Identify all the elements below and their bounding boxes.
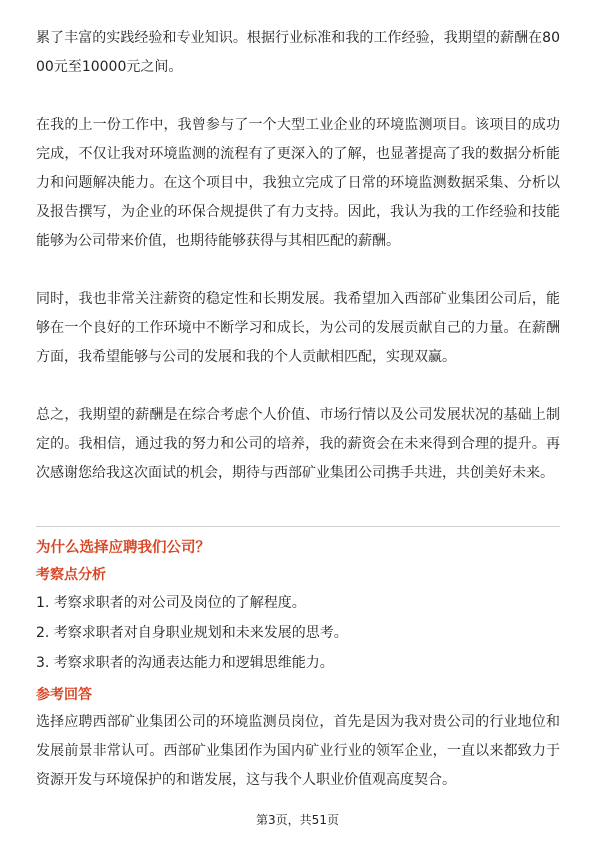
paragraph-stability: 同时，我也非常关注薪资的稳定性和长期发展。我希望加入西部矿业集团公司后，能够在一个良好的工作环境中不断学习和成长，为公司的发展贡献自己的力量。在薪酬方面，我希望能够与公司的发展和我的个人贡献相匹配，实现双赢。 (36, 291, 560, 365)
question-title: 为什么选择应聘我们公司？ (36, 540, 210, 556)
analysis-item: 1. 考察求职者的对公司及岗位的了解程度。 (36, 595, 306, 611)
paragraph-gap (36, 372, 560, 401)
page-number: 第3页，共51页 (256, 813, 339, 827)
paragraph-conclusion: 总之，我期望的薪酬是在综合考虑个人价值、市场行情以及公司发展状况的基础上制定的。我相信，通过我的努力和公司的培养，我的薪资会在未来得到合理的提升。再次感谢您给我这次面试的机会，期待与西部矿业集团公司携手共进，共创美好未来。 (36, 407, 560, 481)
analysis-item: 2. 考察求职者对自身职业规划和未来发展的思考。 (36, 625, 348, 641)
paragraph-gap (36, 256, 560, 285)
answer-text: 选择应聘西部矿业集团公司的环境监测员岗位，首先是因为我对贵公司的行业地位和发展前景非常认可。西部矿业集团作为国内矿业行业的领军企业，一直以来都致力于资源开发与环境保护的和谐发展，这与我个人职业价值观高度契合。 (36, 714, 560, 788)
paragraph-salary-expectation: 累了丰富的实践经验和专业知识。根据行业标准和我的工作经验，我期望的薪酬在8000元至10000元之间。 (36, 30, 560, 75)
question-section (36, 534, 560, 795)
body-text (36, 24, 560, 488)
paragraph-gap (36, 82, 560, 111)
section-divider (36, 526, 560, 527)
answer-heading: 参考回答 (36, 687, 92, 703)
analysis-item: 3. 考察求职者的沟通表达能力和逻辑思维能力。 (36, 655, 334, 671)
analysis-heading: 考察点分析 (36, 567, 106, 583)
paragraph-previous-project: 在我的上一份工作中，我曾参与了一个大型工业企业的环境监测项目。该项目的成功完成，不仅让我对环境监测的流程有了更深入的了解，也显著提高了我的数据分析能力和问题解决能力。在这个项目中，我独立完成了日常的环境监测数据采集、分析以及报告撰写，为企业的环保合规提供了有力支持。因此，我认为我的工作经验和技能能够为公司带来价值，也期待能够获得与其相匹配的薪酬。 (36, 117, 560, 249)
